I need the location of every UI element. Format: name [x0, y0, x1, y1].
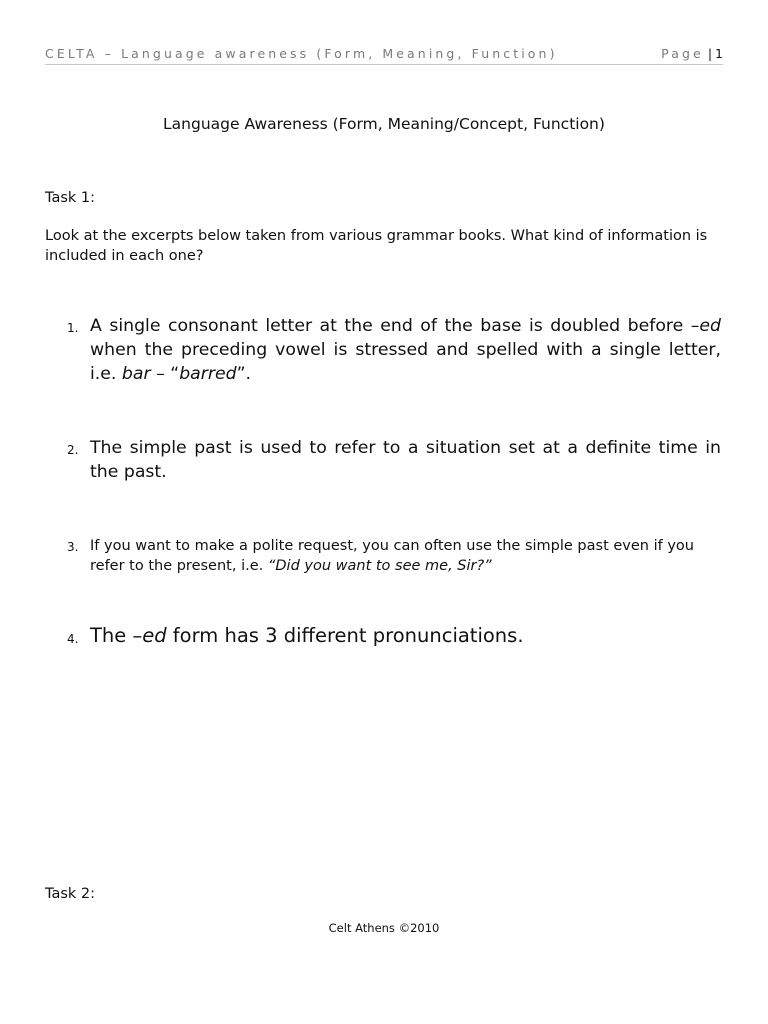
list-item-number: 2.: [67, 443, 79, 457]
item-3-text-part-a: If you want to make a polite request, you can often use the simple past even if you refer to the present, i.e.: [90, 538, 694, 574]
header-page-indicator: [661, 46, 723, 61]
item-1-example-base: bar –: [121, 364, 165, 384]
item-4-ed-suffix: ed: [142, 624, 167, 647]
list-item-number: 1.: [67, 321, 79, 335]
task-1-instructions: Look at the excerpts below taken from various grammar books. What kind of information is included in each one?: [45, 228, 708, 264]
list-item-text: The simple past is used to refer to a situation set at a definite time in the past.: [90, 438, 721, 482]
item-1-close-quote: ”.: [236, 364, 252, 384]
header-page-number: 1: [715, 46, 723, 61]
list-item-text: [90, 623, 721, 649]
item-1-text-part-c: when the preceding vowel is stressed and spelled with a single letter, i.e.: [90, 340, 721, 384]
item-4-text-part-c: form has 3 different pronunciations.: [166, 624, 524, 647]
list-item-number: 3.: [67, 540, 79, 554]
task-2-heading: Task 2:: [45, 886, 96, 902]
header-separator: |: [707, 46, 713, 61]
item-1-ed-suffix: ed: [699, 316, 721, 336]
header-title: CELTA – Language awareness (Form, Meaning, Function): [45, 46, 558, 61]
item-4-text-part-a: The –: [90, 624, 143, 647]
item-1-text-part-a: A single consonant letter at the end of the base is doubled before –: [90, 316, 700, 336]
header-page-label: Page: [661, 46, 704, 61]
page-header: [45, 46, 723, 65]
list-item-text: [90, 536, 721, 576]
item-1-example-form: barred: [179, 364, 237, 384]
item-3-example-quote: “Did you want to see me, Sir?”: [267, 558, 492, 574]
page-footer: Celt Athens ©2010: [328, 921, 440, 935]
item-1-open-quote: “: [164, 364, 180, 384]
list-item-text: [90, 314, 721, 386]
task-1-heading: Task 1:: [45, 190, 96, 206]
list-item-number: 4.: [67, 632, 79, 646]
document-title: Language Awareness (Form, Meaning/Concept, Function): [163, 115, 605, 133]
